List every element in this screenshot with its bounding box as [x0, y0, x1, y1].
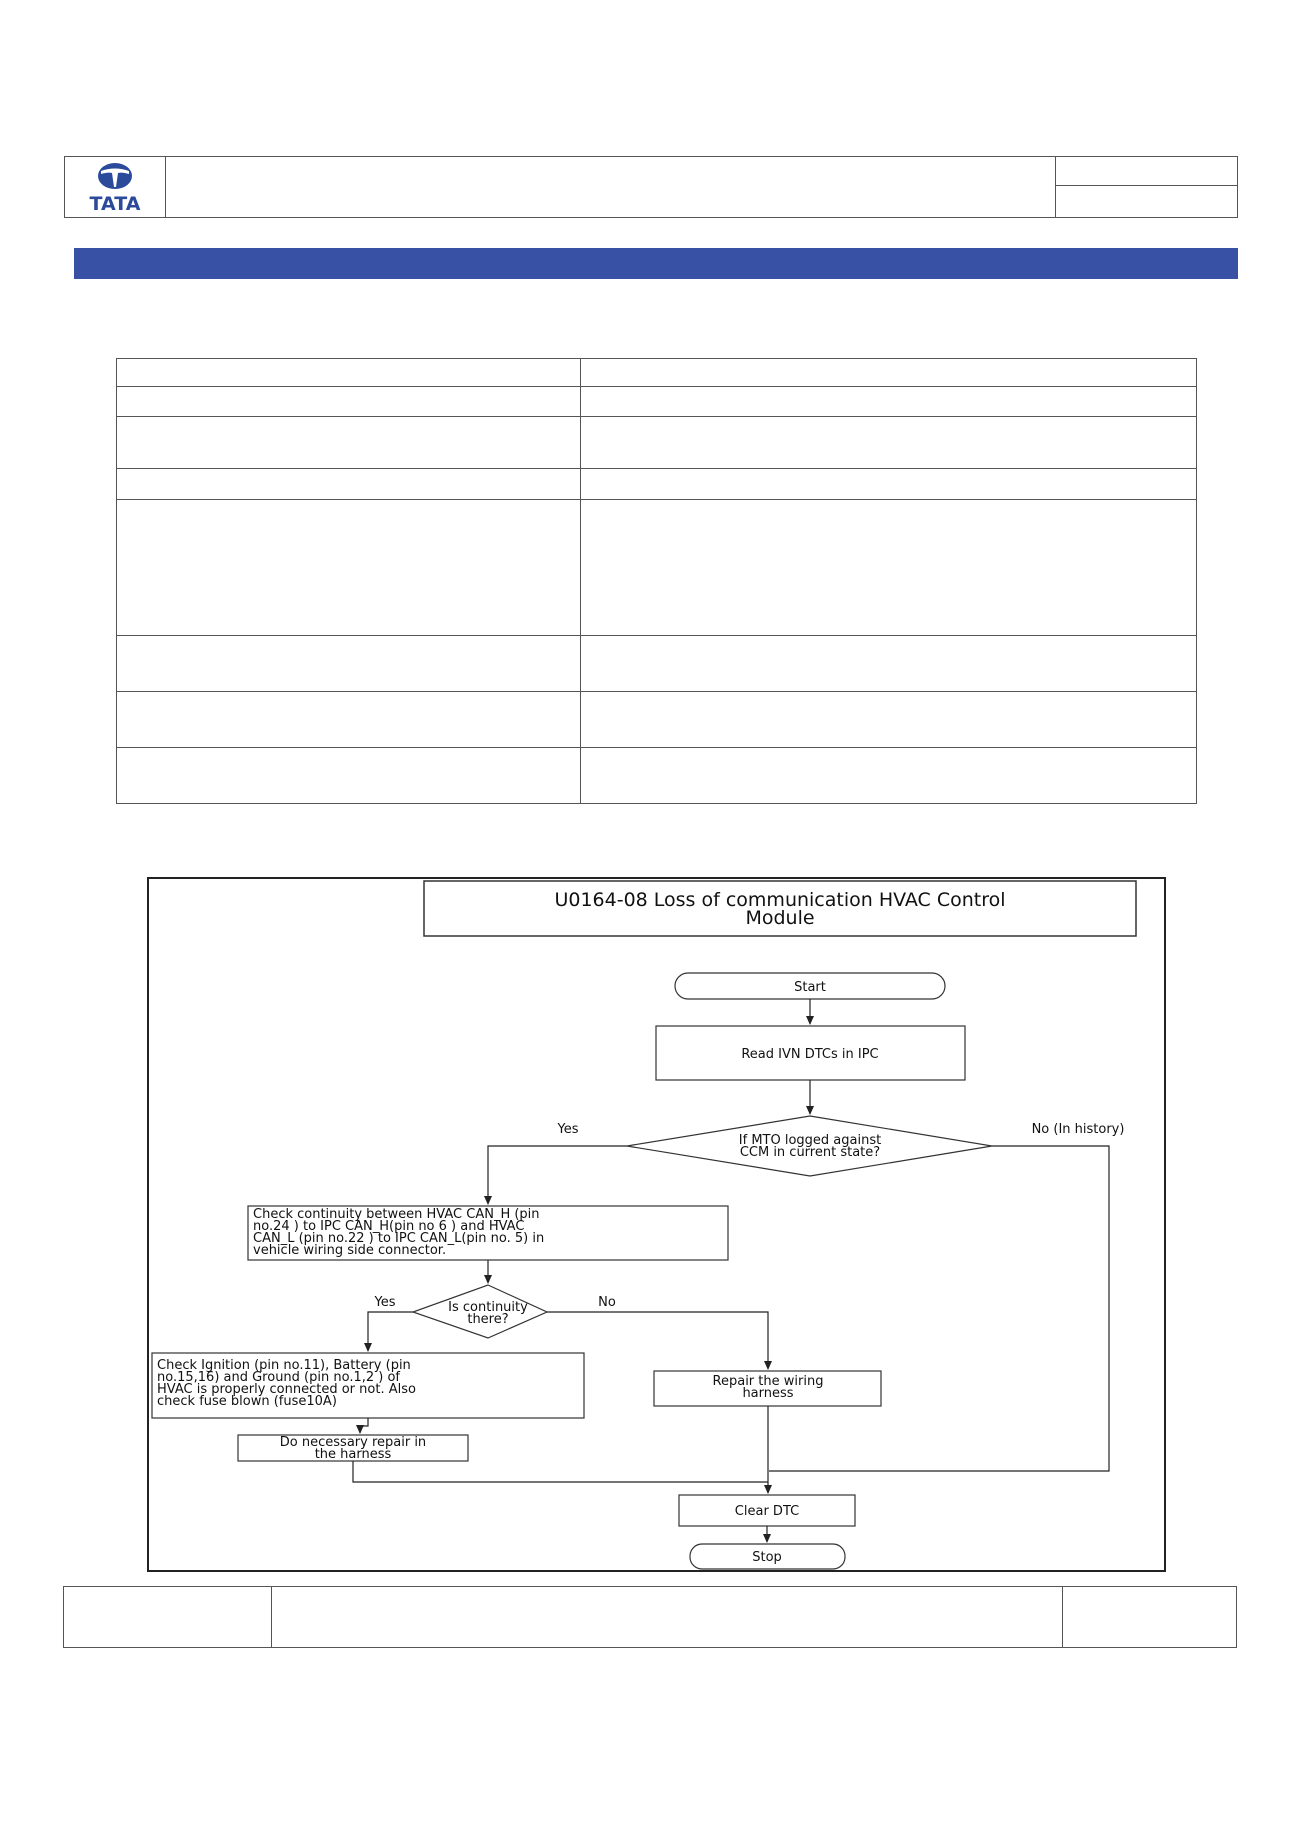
- header-title-cell: [166, 157, 1056, 217]
- document-footer: [63, 1586, 1237, 1648]
- table-cell: [581, 387, 1197, 417]
- connector: [360, 1418, 368, 1433]
- clear-dtc-label: Clear DTC: [734, 1504, 800, 1519]
- table-cell: [581, 636, 1197, 692]
- dtc-info-table: [116, 358, 1197, 804]
- footer-page-cell: [1062, 1587, 1236, 1647]
- check-continuity-line: CAN_L (pin no.22 ) to IPC CAN_L(pin no. 5) in: [253, 1231, 545, 1246]
- section-title-band: [74, 248, 1238, 279]
- table-cell: [581, 469, 1197, 500]
- table-cell: [117, 417, 581, 469]
- logo-text: TATA: [89, 193, 141, 215]
- table-cell: [581, 748, 1197, 804]
- connector: [488, 1146, 627, 1204]
- diagnostic-flowchart: [147, 877, 1166, 1572]
- continuity-decision-label-line2: there?: [467, 1312, 509, 1327]
- read-dtcs-label: Read IVN DTCs in IPC: [741, 1047, 879, 1062]
- table-row: [117, 636, 1197, 692]
- table-row: [117, 500, 1197, 636]
- repair-wiring-label: Repair the wiring: [712, 1374, 824, 1389]
- check-continuity-line: vehicle wiring side connector.: [253, 1243, 447, 1258]
- check-continuity-line: Check continuity between HVAC CAN_H (pin: [253, 1207, 540, 1222]
- table-cell: [581, 359, 1197, 387]
- mto-decision-label-line2: CCM in current state?: [739, 1145, 881, 1160]
- table-row: [117, 359, 1197, 387]
- do-repair-label: Do necessary repair in: [279, 1435, 427, 1450]
- check-ignition-line: check fuse blown (fuse10A): [157, 1394, 337, 1409]
- do-repair-label-line2: the harness: [314, 1447, 392, 1462]
- connector: [368, 1312, 413, 1351]
- table-cell: [117, 500, 581, 636]
- table-cell: [581, 692, 1197, 748]
- header-doc-number-cell: [1056, 157, 1237, 186]
- no-in-history-label: No (In history): [1031, 1122, 1125, 1137]
- table-cell: [117, 359, 581, 387]
- start-label: Start: [794, 980, 826, 995]
- document-header: [64, 156, 1238, 218]
- flowchart-title: U0164-08 Loss of communication HVAC Control: [554, 889, 1006, 911]
- flowchart-title-line2: Module: [745, 907, 815, 929]
- table-cell: [581, 417, 1197, 469]
- table-cell: [117, 692, 581, 748]
- table-row: [117, 692, 1197, 748]
- no-label: No: [598, 1295, 616, 1310]
- mto-decision-label: If MTO logged against: [738, 1133, 882, 1148]
- repair-wiring-label-line2: harness: [742, 1386, 794, 1401]
- table-cell: [117, 387, 581, 417]
- yes-label: Yes: [374, 1295, 396, 1310]
- table-row: [117, 748, 1197, 804]
- tata-logo-icon: [65, 157, 165, 217]
- table-cell: [581, 500, 1197, 636]
- check-ignition-line: Check Ignition (pin no.11), Battery (pin: [157, 1358, 411, 1373]
- table-cell: [117, 469, 581, 500]
- stop-label: Stop: [752, 1550, 782, 1565]
- connector: [353, 1461, 768, 1482]
- continuity-decision-label: Is continuity: [448, 1300, 528, 1315]
- table-row: [117, 469, 1197, 500]
- logo-cell: [65, 157, 166, 217]
- check-ignition-line: no.15,16) and Ground (pin no.1,2 ) of: [157, 1370, 401, 1385]
- header-revision-cell: [1056, 186, 1237, 217]
- table-row: [117, 417, 1197, 469]
- footer-left-cell: [64, 1587, 272, 1647]
- table-cell: [117, 636, 581, 692]
- check-ignition-line: HVAC is properly connected or not. Also: [157, 1382, 416, 1397]
- flowchart-canvas: [149, 879, 1164, 1570]
- check-continuity-line: no.24 ) to IPC CAN_H(pin no 6 ) and HVAC: [253, 1219, 525, 1234]
- connector: [769, 1146, 1109, 1471]
- table-row: [117, 387, 1197, 417]
- yes-label: Yes: [557, 1122, 579, 1137]
- table-cell: [117, 748, 581, 804]
